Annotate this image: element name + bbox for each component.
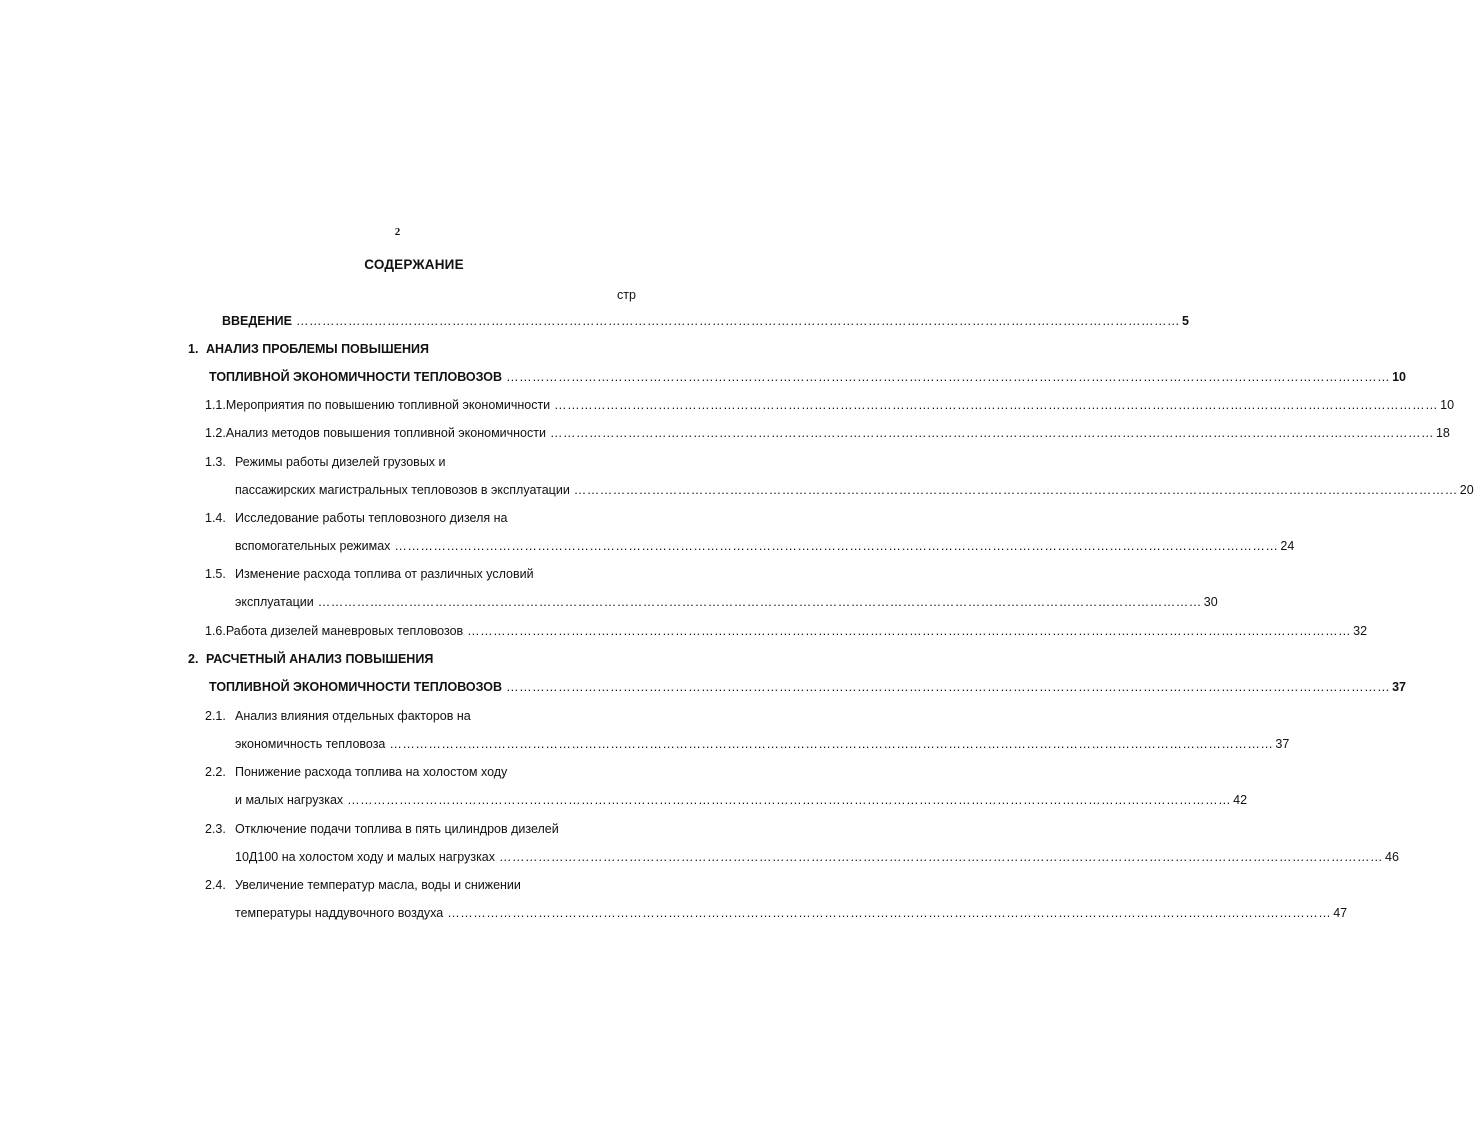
toc-entry-text: Мероприятия по повышению топливной экономичности — [225, 398, 551, 412]
toc-entry-number: 1.4. — [205, 511, 226, 525]
toc-entry-text: температуры наддувочного воздуха — [235, 906, 444, 920]
toc-entry-number: 1.1. — [205, 398, 226, 412]
toc-entry-2-3-line1 — [205, 822, 637, 840]
toc-entry-page: 42 — [1233, 793, 1248, 807]
page-column-label: стр — [617, 288, 636, 302]
toc-entry-intro — [222, 314, 1189, 332]
toc-entry-1-5-line2 — [235, 595, 1218, 613]
toc-entry-text: ВВЕДЕНИЕ — [222, 314, 292, 328]
toc-entry-page: 37 — [1275, 737, 1290, 751]
toc-entry-text: 10Д100 на холостом ходу и малых нагрузках — [235, 850, 496, 864]
toc-entry-text: Понижение расхода топлива на холостом ходу — [235, 765, 508, 779]
toc-entry-1-3-line2 — [235, 483, 1474, 501]
page-number: 2 — [394, 226, 401, 238]
dot-leader: …………………………………………………………………………………………………………………………………………………………………………………… — [394, 539, 1279, 553]
dot-leader: …………………………………………………………………………………………………………………………………………………………………………………… — [499, 850, 1384, 864]
toc-entry-2-2-line1 — [205, 765, 637, 783]
dot-leader: …………………………………………………………………………………………………………………………………………………………………………………… — [347, 793, 1232, 807]
toc-entry-text: Режимы работы дизелей грузовых и — [235, 455, 446, 469]
toc-entry-page: 5 — [1181, 314, 1189, 328]
toc-entry-1-5-line1 — [205, 567, 637, 585]
dot-leader: …………………………………………………………………………………………………………………………………………………………………………………… — [295, 314, 1180, 328]
toc-entry-text: Исследование работы тепловозного дизеля на — [235, 511, 508, 525]
toc-chapter-1-line2 — [209, 370, 1406, 388]
toc-entry-text: Отключение подачи топлива в пять цилиндров дизелей — [235, 822, 559, 836]
toc-entry-number: 1. — [188, 342, 199, 356]
toc-entry-page: 18 — [1435, 426, 1450, 440]
toc-entry-number: 1.6. — [205, 624, 226, 638]
dot-leader: …………………………………………………………………………………………………………………………………………………………………………………… — [549, 426, 1434, 440]
toc-entry-2-4-line1 — [205, 878, 637, 896]
toc-entry-number: 2.2. — [205, 765, 226, 779]
toc-entry-2-3-line2 — [235, 850, 1399, 868]
toc-entry-number: 2.3. — [205, 822, 226, 836]
toc-entry-page: 46 — [1385, 850, 1399, 864]
toc-entry-page: 37 — [1392, 680, 1406, 694]
toc-entry-1-3-line1 — [205, 455, 637, 473]
dot-leader: …………………………………………………………………………………………………………………………………………………………………………………… — [317, 595, 1202, 609]
toc-entry-page: 32 — [1353, 624, 1368, 638]
toc-entry-text: пассажирских магистральных тепловозов в эксплуатации — [235, 483, 570, 497]
toc-entry-1-2 — [205, 426, 1450, 444]
toc-entry-text: Изменение расхода топлива от различных условий — [235, 567, 534, 581]
toc-entry-page: 24 — [1280, 539, 1295, 553]
dot-leader: …………………………………………………………………………………………………………………………………………………………………………………… — [554, 398, 1439, 412]
toc-entry-text: ТОПЛИВНОЙ ЭКОНОМИЧНОСТИ ТЕПЛОВОЗОВ — [209, 370, 503, 384]
toc-entry-number: 2.1. — [205, 709, 226, 723]
toc-chapter-1-line1 — [188, 342, 638, 360]
toc-chapter-2-line2 — [209, 680, 1406, 698]
toc-entry-1-1 — [205, 398, 1455, 416]
dot-leader: …………………………………………………………………………………………………………………………………………………………………………………… — [467, 624, 1352, 638]
toc-entry-number: 1.5. — [205, 567, 226, 581]
dot-leader: …………………………………………………………………………………………………………………………………………………………………………………… — [573, 483, 1458, 497]
toc-entry-text: Увеличение температур масла, воды и снижении — [235, 878, 521, 892]
toc-entry-number: 1.3. — [205, 455, 226, 469]
toc-entry-page: 30 — [1203, 595, 1218, 609]
toc-entry-text: ТОПЛИВНОЙ ЭКОНОМИЧНОСТИ ТЕПЛОВОЗОВ — [209, 680, 503, 694]
toc-entry-1-6 — [205, 624, 1368, 642]
toc-entry-text: вспомогательных режимах — [235, 539, 391, 553]
dot-leader: …………………………………………………………………………………………………………………………………………………………………………………… — [506, 680, 1391, 694]
toc-entry-text: РАСЧЕТНЫЙ АНАЛИЗ ПОВЫШЕНИЯ — [206, 652, 434, 666]
toc-entry-text: АНАЛИЗ ПРОБЛЕМЫ ПОВЫШЕНИЯ — [206, 342, 429, 356]
toc-entry-text: Анализ методов повышения топливной экономичности — [225, 426, 546, 440]
toc-entry-number: 2.4. — [205, 878, 226, 892]
toc-title: СОДЕРЖАНИЕ — [364, 257, 464, 272]
toc-entry-text: экономичность тепловоза — [235, 737, 386, 751]
toc-entry-2-2-line2 — [235, 793, 1248, 811]
toc-entry-page: 10 — [1440, 398, 1455, 412]
toc-entry-text: Работа дизелей маневровых тепловозов — [225, 624, 464, 638]
toc-entry-page: 47 — [1333, 906, 1348, 920]
toc-entry-page: 10 — [1392, 370, 1406, 384]
toc-entry-2-1-line1 — [205, 709, 637, 727]
toc-entry-number: 1.2. — [205, 426, 226, 440]
toc-entry-2-4-line2 — [235, 906, 1348, 924]
dot-leader: …………………………………………………………………………………………………………………………………………………………………………………… — [447, 906, 1332, 920]
toc-entry-1-4-line1 — [205, 511, 637, 529]
toc-entry-text: эксплуатации — [235, 595, 314, 609]
toc-entry-text: и малых нагрузках — [235, 793, 344, 807]
dot-leader: …………………………………………………………………………………………………………………………………………………………………………………… — [389, 737, 1274, 751]
toc-entry-1-4-line2 — [235, 539, 1295, 557]
toc-entry-page: 20 — [1459, 483, 1474, 497]
toc-entry-number: 2. — [188, 652, 199, 666]
toc-chapter-2-line1 — [188, 652, 638, 670]
dot-leader: …………………………………………………………………………………………………………………………………………………………………………………… — [506, 370, 1391, 384]
toc-entry-text: Анализ влияния отдельных факторов на — [235, 709, 471, 723]
toc-entry-2-1-line2 — [235, 737, 1290, 755]
